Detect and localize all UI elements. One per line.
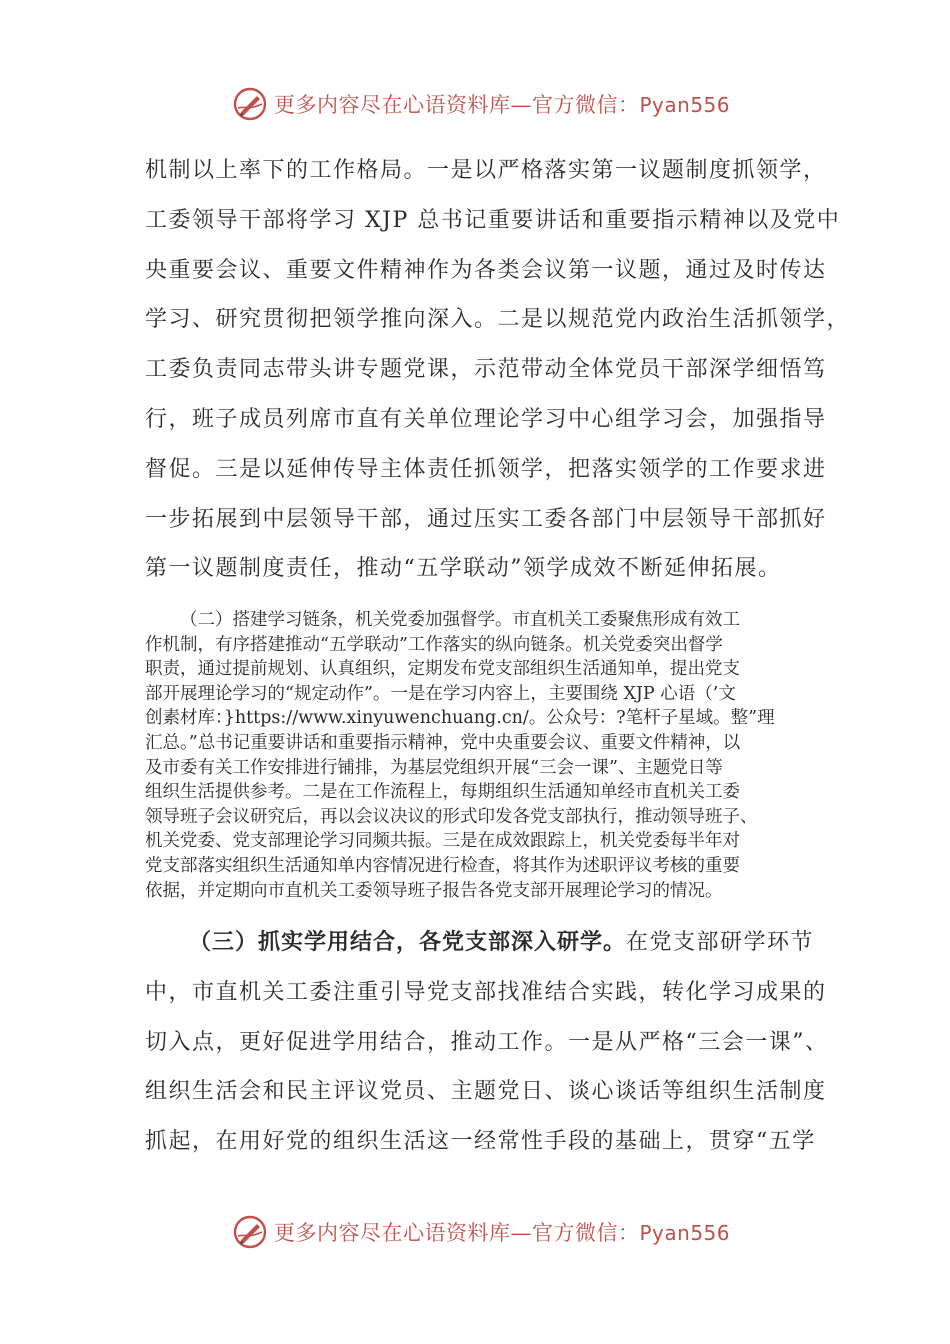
text-line: 创素材库：}https://www.xinyuwenchuang.cn/。公众号：?笔杆子星域。整”理	[145, 708, 775, 729]
header-banner	[232, 84, 752, 124]
text-line: 党支部落实组织生活通知单内容情况进行检查，将其作为述职评议考核的重要	[145, 855, 740, 876]
banner-text: 更多内容尽在心语资料库—官方微信：Pyan556	[274, 93, 731, 117]
text-line: 学习、研究贯彻把领学推向深入。二是以规范党内政治生活抓领学，	[145, 307, 851, 333]
text-line: 机制以上率下的工作格局。一是以严格落实第一议题制度抓领学，	[145, 158, 827, 183]
text-line: 职责，通过提前规划、认真组织，定期发布党支部组织生活通知单，提出党支	[145, 659, 740, 680]
text-line: 作机制，有序搭建推动“五学联动”工作落实的纵向链条。机关党委突出督学	[145, 634, 723, 655]
text-line: 切入点，更好促进学用结合，推动工作。一是从严格“三会一课”、	[145, 1029, 829, 1055]
text-line: 抓起，在用好党的组织生活这一经常性手段的基础上，贯穿“五学	[145, 1129, 816, 1155]
text-line: 督促。三是以延伸传导主体责任抓领学，把落实领学的工作要求进	[145, 456, 827, 482]
text-line: （三）抓实学用结合，各党支部深入研学。在党支部研学环节	[189, 929, 815, 955]
text-line: 一步拓展到中层领导干部，通过压实工委各部门中层领导干部抓好	[145, 506, 827, 532]
paragraph-section3	[145, 918, 829, 1167]
text-line: 工委领导干部将学习 XJP 总书记重要讲话和重要指示精神以及党中	[145, 207, 841, 233]
text-line: 工委负责同志带头讲专题党课，示范带动全体党员干部深学细悟笃	[145, 357, 827, 383]
text-line: 依据，并定期向市直机关工委领导班子报告各党支部开展理论学习的情况。	[145, 880, 723, 901]
text-line: 及市委有关工作安排进行铺排，为基层党组织开展“三会一课”、主题党日等	[145, 757, 723, 778]
paragraph-section1-tail	[145, 146, 851, 594]
text-line: 部开展理论学习的“规定动作”。一是在学习内容上，主要围绕 XJP 心语（’文	[145, 683, 736, 704]
text-line: 第一议题制度责任，推动“五学联动”领学成效不断延伸拓展。	[145, 556, 782, 582]
text-line: 机关党委、党支部理论学习同频共振。三是在成效跟踪上，机关党委每半年对	[145, 831, 740, 852]
text-line: 汇总。”总书记重要讲话和重要指示精神，党中央重要会议、重要文件精神，以	[145, 732, 741, 753]
footer-banner	[232, 1212, 752, 1252]
text-line: 组织生活会和民主评议党员、主题党日、谈心谈话等组织生活制度	[145, 1079, 827, 1105]
text-line: 央重要会议、重要文件精神作为各类会议第一议题，通过及时传达	[145, 257, 827, 283]
pen-logo-icon	[232, 1214, 268, 1250]
banner-text: 更多内容尽在心语资料库—官方微信：Pyan556	[274, 1221, 731, 1245]
paragraph-section2	[145, 608, 815, 903]
pen-logo-icon	[232, 86, 268, 122]
text-line: 领导班子会议研究后，再以会议决议的形式印发各党支部执行，推动领导班子、	[145, 806, 758, 827]
text-line: 中，市直机关工委注重引导党支部找准结合实践，转化学习成果的	[145, 979, 827, 1005]
section3-heading: （三）抓实学用结合，各党支部深入研学。	[189, 929, 627, 955]
text-line: 组织生活提供参考。二是在工作流程上，每期组织生活通知单经市直机关工委	[145, 782, 740, 803]
text-line: （二）搭建学习链条，机关党委加强督学。市直机关工委聚焦形成有效工	[180, 610, 740, 630]
text-line: 行，班子成员列席市直有关单位理论学习中心组学习会，加强指导	[145, 406, 827, 432]
